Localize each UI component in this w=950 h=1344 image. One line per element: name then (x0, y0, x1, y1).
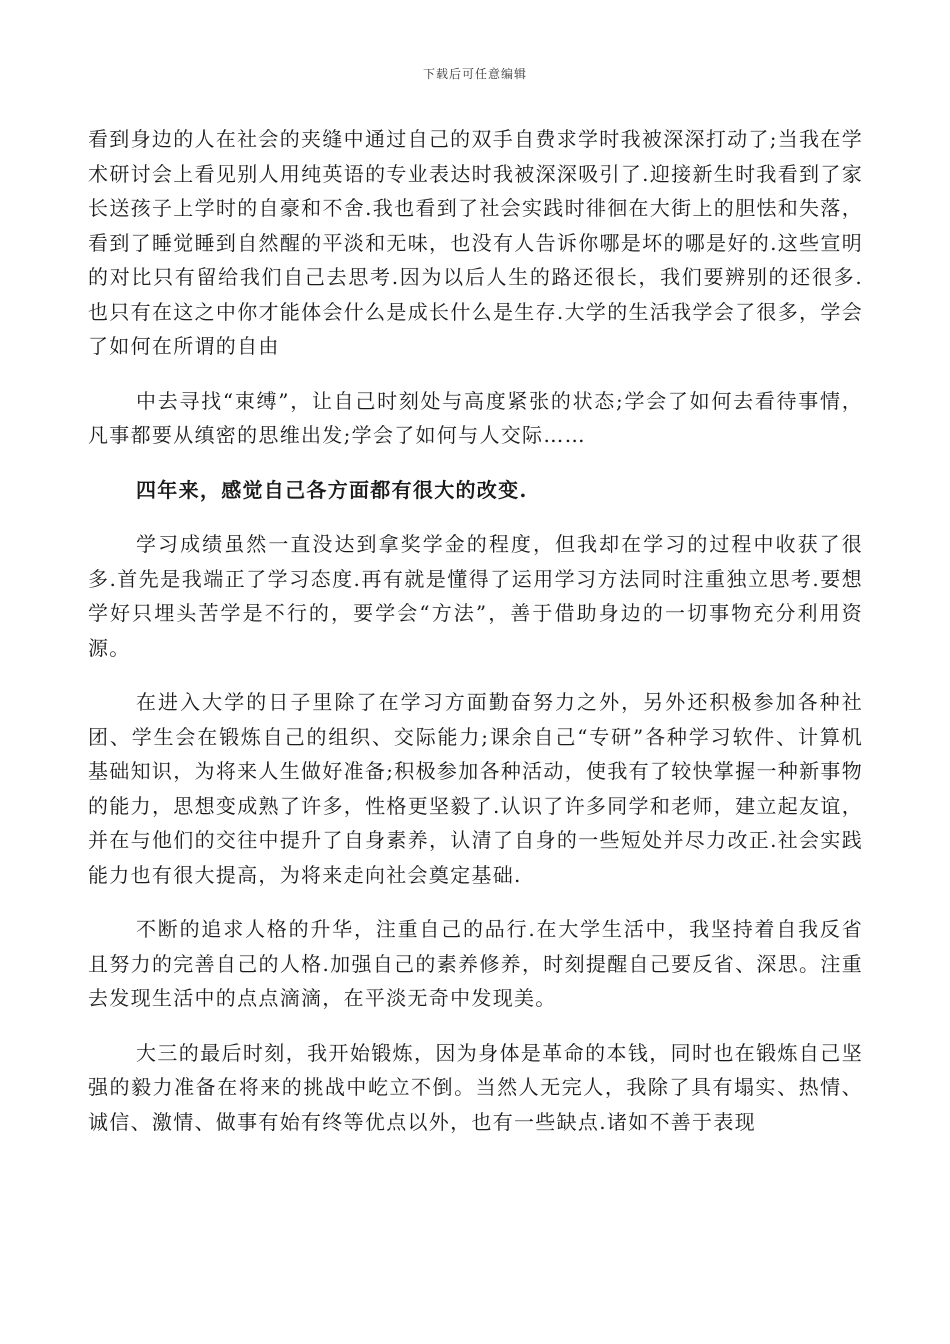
paragraph-freedom: 中去寻找“束缚”，让自己时刻处与高度紧张的状态;学会了如何去看待事情，凡事都要从缜密的思维出发;学会了如何与人交际…… (88, 388, 863, 447)
paragraph-continuation: 看到身边的人在社会的夹缝中通过自己的双手自费求学时我被深深打动了;当我在学术研讨会上看见别人用纯英语的专业表达时我被深深吸引了.迎接新生时我看到了家长送孩子上学时的自豪和不舍.我也看到了社会实践时徘徊在大街上的胆怯和失落，看到了睡觉睡到自然醒的平淡和无味，也没有人告诉你哪是坏的哪是好的.这些宣明的对比只有留给我们自己去思考.因为以后人生的路还很长，我们要辨别的还很多.也只有在这之中你才能体会什么是成长什么是生存.大学的生活我学会了很多，学会了如何在所谓的自由 (88, 127, 863, 358)
page-header: 下载后可任意编辑 (422, 67, 527, 81)
paragraph-study: 学习成绩虽然一直没达到拿奖学金的程度，但我却在学习的过程中收获了很多.首先是我端正了学习态度.再有就是懂得了运用学习方法同时注重独立思考.要想学好只埋头苦学是不行的，要学会“方法”，善于借助身边的一切事物充分利用资源。 (88, 532, 863, 660)
paragraph-activities: 在进入大学的日子里除了在学习方面勤奋努力之外，另外还积极参加各种社团、学生会在锻炼自己的组织、交际能力;课余自己“专研”各种学习软件、计算机基础知识，为将来人生做好准备;积极参加各种活动，使我有了较快掌握一种新事物的能力，思想变成熟了许多，性格更坚毅了.认识了许多同学和老师，建立起友谊，并在与他们的交往中提升了自身素养，认清了自身的一些短处并尽力改正.社会实践能力也有很大提高，为将来走向社会奠定基础. (88, 690, 863, 887)
paragraph-character: 不断的追求人格的升华，注重自己的品行.在大学生活中，我坚持着自我反省且努力的完善自己的人格.加强自己的素养修养，时刻提醒自己要反省、深思。注重去发现生活中的点点滴滴，在平淡无奇中发现美。 (88, 917, 863, 1010)
document-body (88, 122, 863, 1139)
paragraph-exercise: 大三的最后时刻，我开始锻炼，因为身体是革命的本钱，同时也在锻炼自己坚强的毅力准备在将来的挑战中屹立不倒。当然人无完人，我除了具有塌实、热情、诚信、激情、做事有始有终等优点以外，也有一些缺点.诸如不善于表现 (88, 1040, 863, 1134)
section-heading: 四年来，感觉自己各方面都有很大的改变. (136, 477, 528, 502)
